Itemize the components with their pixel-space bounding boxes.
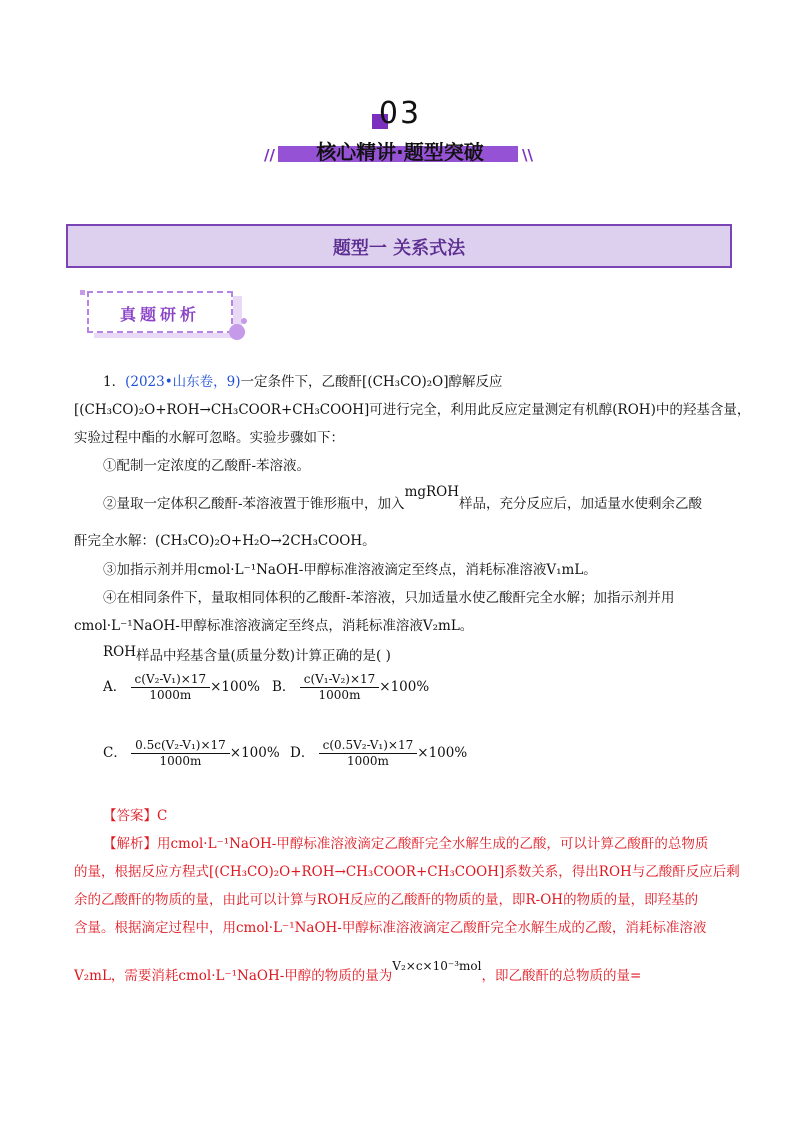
step-3: ③加指示剂并用cmol·L⁻¹NaOH-甲醇标准溶液滴定至终点，消耗标准溶液V₁mL。 xyxy=(103,562,597,578)
option-b[interactable] xyxy=(272,672,429,703)
analysis-line-3: 余的乙酸酐的物质的量，由此可以计算与ROH反应的乙酸酐的物质的量，即R-OH的物质的量，即羟基的 xyxy=(74,892,699,908)
option-d-label: D． xyxy=(290,745,315,761)
option-d-denominator: 1000m xyxy=(346,754,389,768)
left-slash-decoration: // xyxy=(264,146,275,164)
analysis-label: 【解析】 xyxy=(103,836,157,852)
question-source: (2023•山东卷，9) xyxy=(125,374,241,390)
option-d-fraction xyxy=(319,738,418,769)
step-1: ①配制一定浓度的乙酸酐-苯溶液。 xyxy=(103,458,311,474)
step-4-line-2: cmol·L⁻¹NaOH-甲醇标准溶液滴定至终点，消耗标准溶液V₂mL。 xyxy=(74,618,474,634)
analysis-text-5a: V₂mL，需要消耗cmol·L⁻¹NaOH-甲醇的物质的量为 xyxy=(74,968,393,984)
analysis-line-1 xyxy=(103,834,708,854)
option-c[interactable] xyxy=(103,738,280,769)
option-b-numerator: c(V₁-V₂)×17 xyxy=(300,672,380,688)
chapter-number: 03 xyxy=(378,96,422,131)
option-d[interactable] xyxy=(290,738,467,769)
analysis-text-1: 用cmol·L⁻¹NaOH-甲醇标准溶液滴定乙酸酐完全水解生成的乙酸，可以计算乙酸酐的总物质 xyxy=(157,836,709,852)
option-a-numerator: c(V₂-V₁)×17 xyxy=(131,672,211,688)
section-title: 题型一 关系式法 xyxy=(332,238,466,259)
step-2-text-b: 样品，充分反应后，加适量水使剩余乙酸 xyxy=(459,496,703,512)
option-c-fraction xyxy=(131,738,230,769)
option-c-suffix: ×100% xyxy=(229,745,280,761)
option-a-denominator: 1000m xyxy=(149,688,192,702)
option-a-label: A． xyxy=(103,679,127,695)
option-a-fraction xyxy=(131,672,211,703)
option-b-label: B． xyxy=(272,679,296,695)
analysis-text-5b: ，即乙酸酐的总物质的量= xyxy=(481,968,642,984)
option-b-fraction xyxy=(300,672,380,703)
right-slash-decoration: \\ xyxy=(522,146,533,164)
option-d-numerator: c(0.5V₂-V₁)×17 xyxy=(319,738,418,754)
step-2-line-2: 酐完全水解：(CH₃CO)₂O+H₂O→2CH₃COOH。 xyxy=(74,533,376,549)
step-2-mass: mgROH xyxy=(404,484,460,500)
option-c-label: C． xyxy=(103,745,127,761)
question-ask xyxy=(103,646,391,666)
badge-circle-decoration xyxy=(229,324,245,340)
question-line-3: 实验过程中酯的水解可忽略。实验步骤如下： xyxy=(74,430,344,446)
step-4-line-1: ④在相同条件下，量取相同体积的乙酸酐-苯溶液，只加适量水使乙酸酐完全水解；加指示剂并用 xyxy=(103,590,675,606)
question-line-1 xyxy=(103,372,503,392)
option-a[interactable] xyxy=(103,672,260,703)
option-c-numerator: 0.5c(V₂-V₁)×17 xyxy=(131,738,230,754)
option-c-denominator: 1000m xyxy=(159,754,202,768)
ask-text: 样品中羟基含量(质量分数)计算正确的是( ) xyxy=(136,648,391,664)
question-index: 1． xyxy=(103,374,126,390)
badge-small-dot-decoration xyxy=(241,318,247,324)
option-d-suffix: ×100% xyxy=(417,745,468,761)
badge-corner-decoration xyxy=(80,290,85,295)
chapter-subtitle: 核心精讲·题型突破 xyxy=(316,140,484,164)
analysis-expression: V₂×c×10⁻³mol xyxy=(392,959,482,973)
badge-label: 真题研析 xyxy=(119,305,200,324)
step-2-text-a: ②量取一定体积乙酸酐-苯溶液置于锥形瓶中，加入 xyxy=(103,496,405,512)
option-b-suffix: ×100% xyxy=(379,679,430,695)
analysis-line-5 xyxy=(74,959,642,986)
option-b-denominator: 1000m xyxy=(318,688,361,702)
analysis-line-4: 含量。根据滴定过程中，用cmol·L⁻¹NaOH-甲醇标准溶液滴定乙酸酐完全水解生成的乙酸，消耗标准溶液 xyxy=(74,920,707,936)
option-a-suffix: ×100% xyxy=(210,679,261,695)
ask-prefix: ROH xyxy=(103,644,137,660)
question-intro: 一定条件下，乙酸酐[(CH₃CO)₂O]醇解反应 xyxy=(240,374,503,390)
step-2-line-1 xyxy=(103,484,703,514)
answer-line: 【答案】C xyxy=(103,808,168,824)
question-line-2: [(CH₃CO)₂O+ROH→CH₃COOR+CH₃COOH]可进行完全，利用此反应定量测定有机醇(ROH)中的羟基含量， xyxy=(74,402,751,418)
analysis-line-2: 的量，根据反应方程式[(CH₃CO)₂O+ROH→CH₃COOR+CH₃COOH]系数关系，得出ROH与乙酸酐反应后剩 xyxy=(74,864,740,880)
